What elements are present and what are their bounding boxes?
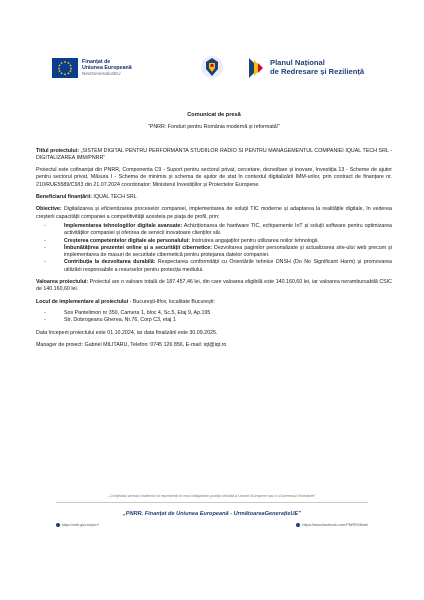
location-text: - București-Ilfov, localitate București: (128, 298, 215, 305)
list-item: - Str. Dobrogeanu Gherea, Nr.76, Corp C3, etaj 1 (36, 317, 392, 324)
beneficiary-label: Beneficiarul finanțării: (36, 194, 92, 201)
bullet-text: Respectarea conformității cu Orientările tehnice DNSH (Do No Significant Harm) și promovarea utilizării responsabile a resurselor pentru protecția mediului. (64, 259, 392, 273)
footer-disclaimer: „Conținutul acestui material nu reprezintă în mod obligatoriu poziția oficială a Uniunii Europene sau a Guvernului României” (108, 494, 316, 498)
pnrr-logo (247, 56, 364, 80)
document-subheading: ”PNRR: Fonduri pentru România modernă și reformată!” (148, 124, 280, 131)
eu-funding-logo (52, 58, 132, 78)
beneficiary-paragraph (36, 194, 392, 201)
footer-link-facebook-text[interactable]: https://www.facebook.com/PNRROficial/ (302, 523, 368, 527)
footer-link-website-text[interactable]: https://mfe.gov.ro/pnrr/ (62, 523, 99, 527)
project-title-text: „SISTEM DIGITAL PENTRU PERFORMANTA STUDIILOR RADIO SI PENTRU MANAGEMENTUL COMPANIEI IQUAL TECH SRL - DIGITALIZAREA IMM/PNRR” (36, 147, 392, 161)
page-footer (56, 494, 368, 527)
objective-paragraph (36, 206, 392, 221)
footer-title: „PNRR. Finanțat de Uniunea Europeană - UrmătoareaGenerațieUE” (122, 511, 302, 517)
list-item (36, 223, 392, 238)
intro-paragraph: Proiectul este cofinanțat din PNRR, Componenta C9 - Suport pentru sectorul privat, cercetare, dezvoltare și inovare, Investiția 13 - Scheme de ajutor pentru sectorul privat, Măsura I - Schema de minimis și schema de ajutor de stat în contextul digitalizării IMM-urilor, prin contract de finanțare nr. 210/RUE5589/C9/I3 din 21.07.2024 coordonator: Ministerul Investițiilor și Proiectelor Europene. (36, 167, 392, 188)
address-list (36, 310, 392, 325)
value-paragraph (36, 279, 392, 294)
romanian-government-emblem-icon (199, 54, 225, 80)
footer-divider (56, 502, 368, 503)
footer-link-website[interactable] (56, 523, 99, 527)
list-item (36, 245, 392, 260)
facebook-icon (296, 523, 300, 527)
value-text: Proiectul are o valoare totală de 187.457,46 lei, din care valoarea eligibilă este 140.160,60 lei, iar valoarea nerambursabilă CSIC de 140.160,60 lei. (36, 279, 392, 293)
location-paragraph (36, 299, 392, 306)
list-item: - Sos Pantelimon nr 350, Camera 1, bloc 4, Sc.5, Etaj 9, Ap.195 (36, 310, 392, 317)
pnrr-line-1: Planul Național (270, 58, 325, 68)
footer-links (56, 523, 368, 527)
manager-paragraph: Manager de proiect: Gabriel MILITARU, Telefon: 0745 126 856, E-mail: iqt@iqt.ro (36, 341, 227, 348)
bullet-text: Dezvoltarea paginilor personalizate și actualizarea site-ului web precum și implementarea de masuri de securitate cibernetică pentru protejarea datelor companiei. (64, 244, 392, 259)
beneficiary-text: IQUAL TECH SRL (91, 194, 137, 201)
press-release-body (36, 112, 392, 349)
list-item (36, 238, 392, 245)
eu-flag-icon (52, 58, 78, 78)
footer-link-facebook[interactable] (296, 523, 368, 527)
document-heading: Comunicat de presă (187, 112, 241, 118)
eu-line-3: NextGenerationEU (82, 71, 121, 76)
bullet-title: Îmbunătățirea prezentei online și a securității cibernetice: (64, 244, 212, 251)
location-label: Locul de implementare al proiectului (36, 298, 129, 305)
eu-line-1: Finanțat de (82, 59, 111, 65)
header-logos (0, 48, 424, 92)
bullet-text: Achiziționarea de hardware TIC, echipamente IoT și soluții software pentru optimizarea activităților companiei și oferirea de servicii inovatoare clienților săi. (64, 222, 392, 237)
dates-paragraph: Data începerii proiectului este 01.10.2024, iar data finalizării este 30.09.2025. (36, 329, 218, 336)
objective-text: Digitalizarea și eficientizarea proceselor companiei, implementarea de soluții TIC moderne și adaptarea la realitățile digitale, în vederea creșterii capacității companiei a competitivității acesteia pe piața de profil, prin: (36, 206, 392, 220)
objective-list (36, 223, 392, 274)
pnrr-line-2: de Redresare și Reziliență (270, 67, 365, 76)
globe-icon (56, 523, 60, 527)
pnrr-arrow-icon (247, 56, 267, 80)
value-label: Valoarea proiectului: (36, 279, 89, 286)
project-title-label: Titlul proiectului: (36, 147, 79, 154)
list-item (36, 259, 392, 274)
project-title-paragraph (36, 148, 392, 163)
bullet-text: Instruirea angajaților pentru utilizarea noilor tehnologii. (190, 237, 319, 244)
objective-label: Obiective: (36, 206, 62, 213)
bullet-title: Contribuția la dezvoltarea durabilă: (64, 259, 156, 266)
bullet-title: Creșterea competentelor digitale ale personalului: (64, 237, 190, 244)
eu-line-2: Uniunea Europeană (82, 65, 132, 71)
bullet-title: Implementarea tehnologiilor digitale avansate: (64, 222, 183, 229)
